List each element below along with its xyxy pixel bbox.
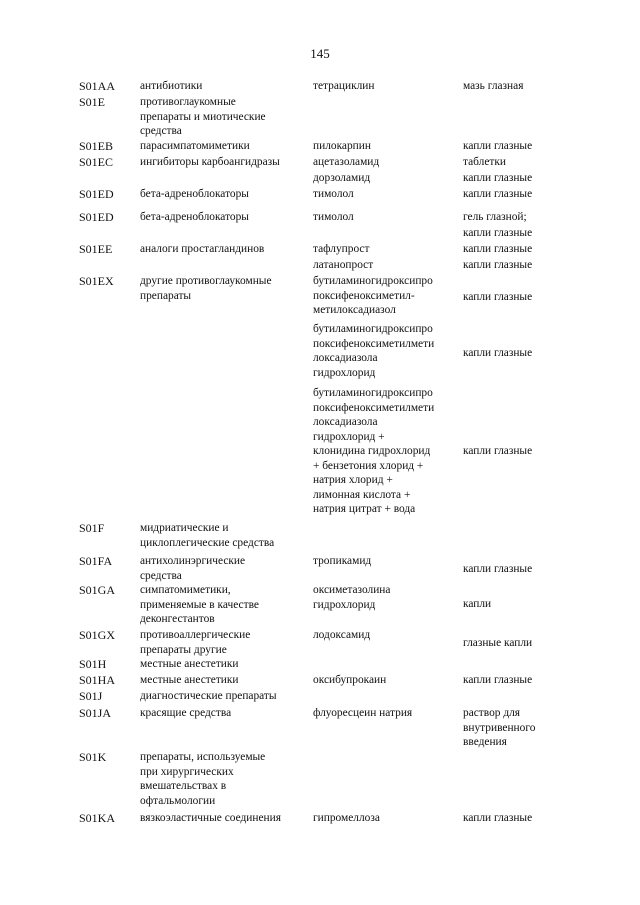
atc-code: S01ED bbox=[79, 210, 114, 224]
drug-name-line: локсадиазола bbox=[313, 416, 378, 428]
drug-name-line: гипромеллоза bbox=[313, 812, 380, 824]
drug-name-line: бутиламиногидроксипро bbox=[313, 323, 433, 335]
atc-code: S01FA bbox=[79, 554, 113, 568]
atc-code: S01AA bbox=[79, 79, 116, 93]
drug-name-line: гидрохлорид bbox=[313, 598, 376, 611]
dosage-form-line: гель глазной; bbox=[463, 211, 527, 223]
dosage-form-line: мазь глазная bbox=[463, 80, 524, 92]
pharmacological-group-line: антихолинэргические bbox=[140, 555, 246, 567]
pharmacological-group-line: применяемые в качестве bbox=[140, 598, 259, 611]
pharmacological-group-line: местные анестетики bbox=[140, 658, 239, 670]
pharmacological-group-line: деконгестантов bbox=[140, 613, 215, 625]
dosage-form-line: капли глазные bbox=[463, 812, 533, 824]
pharmacological-group-line: при хирургических bbox=[140, 765, 234, 778]
dosage-form-line: раствор для bbox=[463, 707, 521, 719]
dosage-form-line: капли глазные bbox=[463, 188, 533, 200]
pharmacological-group-line: другие противоглаукомные bbox=[140, 275, 272, 287]
drug-name-line: тафлупрост bbox=[313, 243, 370, 255]
pharmacological-group-line: симпатомиметики, bbox=[140, 584, 231, 596]
drug-name-line: флуоресцеин натрия bbox=[313, 707, 413, 719]
pharmacological-group-line: препараты, используемые bbox=[140, 751, 266, 763]
pharmacological-group-line: вмешательствах в bbox=[140, 780, 227, 792]
drug-name-line: поксифеноксиметилмети bbox=[313, 401, 435, 414]
dosage-form-line: капли глазные bbox=[463, 140, 533, 152]
drug-name-line: натрия цитрат + вода bbox=[313, 503, 416, 515]
drug-name-line: бутиламиногидроксипро bbox=[313, 387, 433, 399]
dosage-form-line: капли глазные bbox=[463, 674, 533, 686]
atc-code: S01JA bbox=[79, 706, 112, 720]
atc-code: S01EB bbox=[79, 139, 114, 153]
atc-code: S01EC bbox=[79, 155, 114, 169]
pharmacological-group-line: средства bbox=[140, 569, 182, 582]
drug-name-line: оксибупрокаин bbox=[313, 674, 387, 686]
pharmacological-group-line: препараты другие bbox=[140, 643, 227, 656]
atc-code: S01EX bbox=[79, 274, 114, 288]
atc-code: S01GA bbox=[79, 583, 116, 597]
atc-code: S01KA bbox=[79, 811, 116, 825]
drug-name-line: бутиламиногидроксипро bbox=[313, 275, 433, 287]
dosage-form-line: глазные капли bbox=[463, 637, 533, 649]
atc-code: S01ED bbox=[79, 187, 114, 201]
pharmacological-group-line: красящие средства bbox=[140, 707, 232, 719]
atc-code: S01EE bbox=[79, 242, 113, 256]
pharmacological-group-line: препараты bbox=[140, 289, 192, 302]
drug-name-line: тимолол bbox=[313, 188, 354, 200]
atc-code: S01GX bbox=[79, 628, 116, 642]
drug-name-line: поксифеноксиметилмети bbox=[313, 337, 435, 350]
pharmacological-group-line: препараты и миотические bbox=[140, 110, 266, 123]
drug-name-line: лимонная кислота + bbox=[313, 488, 411, 501]
dosage-form-line: капли глазные bbox=[463, 445, 533, 457]
drug-name-line: тропикамид bbox=[313, 555, 372, 567]
pharmacological-group-line: местные анестетики bbox=[140, 674, 239, 686]
dosage-form-line: капли bbox=[463, 598, 492, 610]
atc-code: S01E bbox=[79, 95, 106, 109]
dosage-form-line: капли глазные bbox=[463, 259, 533, 271]
pharmacological-group-line: антибиотики bbox=[140, 80, 203, 92]
drug-name-line: латанопрост bbox=[313, 259, 374, 271]
dosage-form-line: капли глазные bbox=[463, 227, 533, 239]
drug-name-line: поксифеноксиметил- bbox=[313, 289, 415, 302]
pharmacological-group-line: мидриатические и bbox=[140, 522, 229, 534]
pharmacological-group-line: ингибиторы карбоангидразы bbox=[140, 156, 280, 168]
drug-name-line: оксиметазолина bbox=[313, 584, 391, 596]
atc-code: S01HA bbox=[79, 673, 116, 687]
page-number: 145 bbox=[310, 46, 330, 61]
drug-name-line: гидрохлорид + bbox=[313, 430, 385, 443]
dosage-form-line: капли глазные bbox=[463, 243, 533, 255]
dosage-form-line: капли глазные bbox=[463, 291, 533, 303]
drug-name-line: гидрохлорид bbox=[313, 366, 376, 379]
pharmacological-group-line: офтальмологии bbox=[140, 794, 216, 807]
pharmacological-group-line: циклоплегические средства bbox=[140, 536, 275, 549]
pharmacological-group-line: вязкоэластичные соединения bbox=[140, 812, 281, 824]
drug-name-line: ацетазоламид bbox=[313, 156, 380, 168]
dosage-form-line: внутривенного bbox=[463, 721, 536, 734]
dosage-form-line: введения bbox=[463, 736, 507, 748]
pharmacological-group-line: диагностические препараты bbox=[140, 690, 277, 702]
pharmacological-group-line: бета-адреноблокаторы bbox=[140, 211, 249, 223]
drug-name-line: пилокарпин bbox=[313, 140, 371, 152]
drug-name-line: натрия хлорид + bbox=[313, 474, 393, 486]
drug-name-line: клонидина гидрохлорид bbox=[313, 445, 431, 457]
drug-name-line: локсадиазола bbox=[313, 352, 378, 364]
drug-name-line: метилоксадиазол bbox=[313, 304, 396, 316]
pharmacological-group-line: аналоги простагландинов bbox=[140, 243, 265, 255]
atc-code: S01H bbox=[79, 657, 107, 671]
pharmacological-group-line: противоаллергические bbox=[140, 629, 251, 641]
dosage-form-line: капли глазные bbox=[463, 172, 533, 184]
drug-name-line: дорзоламид bbox=[313, 172, 371, 184]
pharmacological-group-line: парасимпатомиметики bbox=[140, 140, 250, 152]
dosage-form-line: таблетки bbox=[463, 156, 507, 168]
atc-code: S01J bbox=[79, 689, 103, 703]
drug-name-line: тимолол bbox=[313, 211, 354, 223]
drug-name-line: + бензетония хлорид + bbox=[313, 459, 424, 472]
drug-name-line: лодоксамид bbox=[313, 629, 371, 641]
atc-code: S01K bbox=[79, 750, 107, 764]
pharmacological-group-line: средства bbox=[140, 125, 182, 137]
pharmacological-group-line: бета-адреноблокаторы bbox=[140, 188, 249, 200]
dosage-form-line: капли глазные bbox=[463, 347, 533, 359]
dosage-form-line: капли глазные bbox=[463, 563, 533, 575]
pharmacological-group-line: противоглаукомные bbox=[140, 96, 236, 108]
atc-code: S01F bbox=[79, 521, 105, 535]
drug-name-line: тетрациклин bbox=[313, 80, 375, 92]
